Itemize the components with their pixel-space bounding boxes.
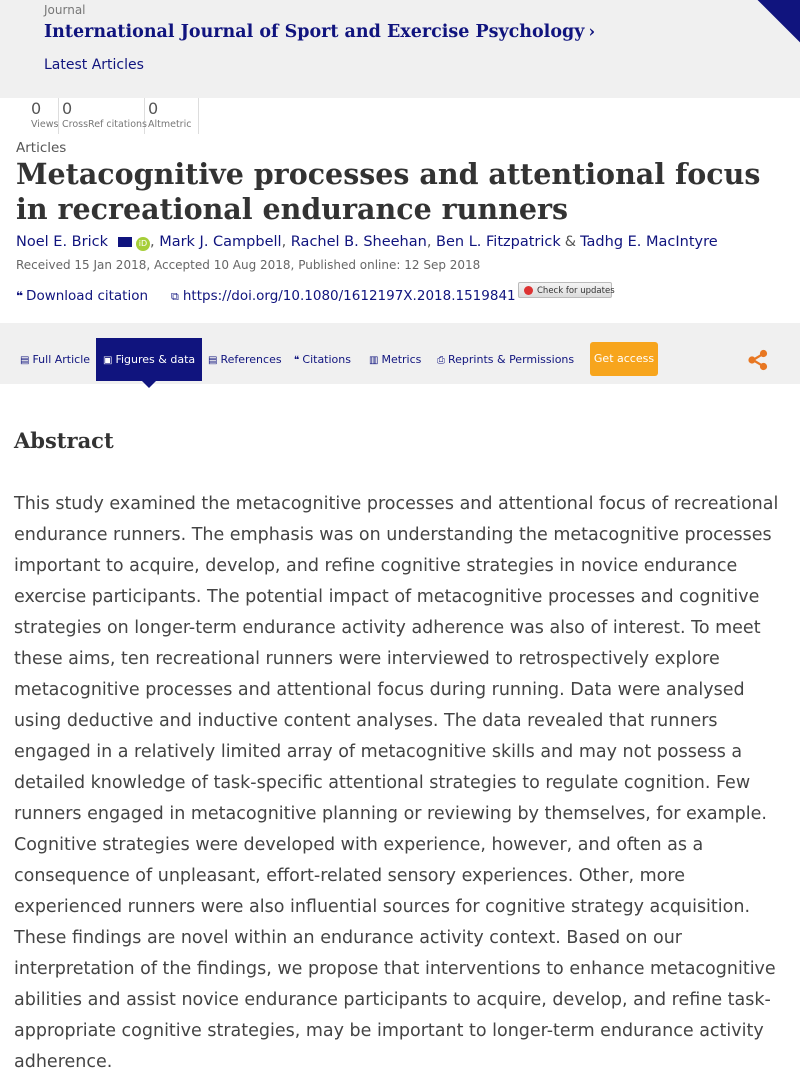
quote-icon: ❝	[16, 289, 24, 303]
article-metrics	[28, 98, 199, 134]
quote-icon: ❝	[294, 355, 300, 366]
journal-header	[0, 0, 800, 98]
latest-articles-link[interactable]: Latest Articles	[44, 57, 144, 73]
chevron-right-icon: ›	[588, 22, 596, 42]
download-citation-label: Download citation	[26, 288, 149, 304]
external-link-icon: ⧉	[171, 290, 179, 303]
print-icon: ⎙	[437, 355, 445, 366]
get-access-button[interactable]: Get access	[590, 342, 658, 376]
author-list	[16, 234, 718, 251]
metric-value: 0	[62, 99, 73, 118]
tab-label: Full Article	[32, 353, 91, 366]
check-updates-label: Check for updates	[537, 286, 615, 296]
author-link[interactable]: Mark J. Campbell	[159, 234, 282, 250]
metric-value: 0	[31, 99, 42, 118]
abstract-text: This study examined the metacognitive processes and attentional focus of recreational endurance runners. The emphasis was on understanding the metacognitive processes important to acquire, develop, and refine cognitive strategies in novice endurance exercise participants. The potential impact of metacognitive processes and cognitive strategies on longer-term endurance activity adherence was also of interest. To meet these aims, ten recreational runners were interviewed to retrospectively explore metacognitive processes and attentional focus during running. Data were analysed using deductive and inductive content analyses. The data revealed that runners engaged in a relatively limited array of metacognitive skills and may not possess a detailed knowledge of task-specific attentional strategies to regulate cognition. Few runners engaged in metacognitive planning or reviewing by themselves, for example. Cognitive strategies were developed with experience, however, and often as a consequence of unpleasant, effort-related sensory experiences. Other, more experienced runners were also influential sources for cognitive strategy acquisition. These findings are novel within an endurance activity context. Based on our interpretation of the findings, we propose that interventions to enhance metacognitive abilities and assist novice endurance participants to acquire, develop, and refine task-appropriate cognitive strategies, may be important to longer-term endurance activity adherence.	[14, 494, 779, 1072]
tab-figures-data[interactable]	[96, 338, 202, 381]
metric-views[interactable]	[28, 98, 59, 134]
metric-altmetric[interactable]	[145, 98, 199, 134]
download-citation-link[interactable]	[16, 288, 148, 304]
section-label: Articles	[16, 140, 67, 156]
author-link[interactable]: Noel E. Brick	[16, 234, 108, 250]
author-link[interactable]: Tadhg E. MacIntyre	[580, 234, 718, 250]
image-icon: ▣	[103, 355, 113, 366]
journal-title: International Journal of Sport and Exercise Psychology	[44, 22, 585, 42]
journal-kicker: Journal	[44, 3, 86, 17]
author-link[interactable]: Ben L. Fitzpatrick	[436, 234, 561, 250]
metric-label: Altmetric	[148, 119, 192, 130]
author-link[interactable]: Rachel B. Sheehan	[290, 234, 427, 250]
journal-title-link[interactable]	[44, 22, 595, 42]
metric-value: 0	[148, 99, 159, 118]
author-separator: ,	[426, 234, 432, 250]
list-icon: ▤	[208, 355, 218, 366]
tab-label: Figures & data	[115, 353, 196, 366]
author-ampersand: &	[564, 234, 577, 250]
download-citation-row	[16, 288, 148, 304]
publication-dates: Received 15 Jan 2018, Accepted 10 Aug 2018, Published online: 12 Sep 2018	[16, 258, 481, 272]
tab-metrics[interactable]	[369, 338, 421, 381]
corner-ribbon	[758, 0, 800, 42]
tab-full-article[interactable]	[20, 338, 90, 381]
author-separator: ,	[281, 234, 287, 250]
abstract-heading: Abstract	[14, 428, 114, 453]
doi-link[interactable]	[171, 288, 516, 304]
document-icon: ▤	[20, 355, 30, 366]
orcid-icon[interactable]: iD	[136, 237, 150, 251]
metric-label: Views	[31, 119, 59, 130]
crossmark-icon	[524, 286, 533, 295]
tab-label: References	[220, 353, 282, 366]
check-updates-button[interactable]	[518, 282, 615, 298]
tab-citations[interactable]	[294, 338, 351, 381]
tab-label: Reprints & Permissions	[448, 353, 575, 366]
metric-crossref[interactable]	[59, 98, 145, 134]
article-title: Metacognitive processes and attentional focus in recreational endurance runners	[16, 157, 761, 226]
metric-label: CrossRef citations	[62, 119, 147, 130]
tab-label: Metrics	[381, 353, 422, 366]
tab-references[interactable]	[208, 338, 282, 381]
author-separator: ,	[149, 234, 155, 250]
tab-label: Citations	[302, 353, 351, 366]
email-icon[interactable]	[118, 237, 132, 247]
share-icon[interactable]	[747, 349, 769, 371]
doi-text: https://doi.org/10.1080/1612197X.2018.1519841	[182, 288, 516, 304]
bar-chart-icon: ▥	[369, 355, 379, 366]
tab-reprints-permissions[interactable]	[437, 338, 574, 381]
